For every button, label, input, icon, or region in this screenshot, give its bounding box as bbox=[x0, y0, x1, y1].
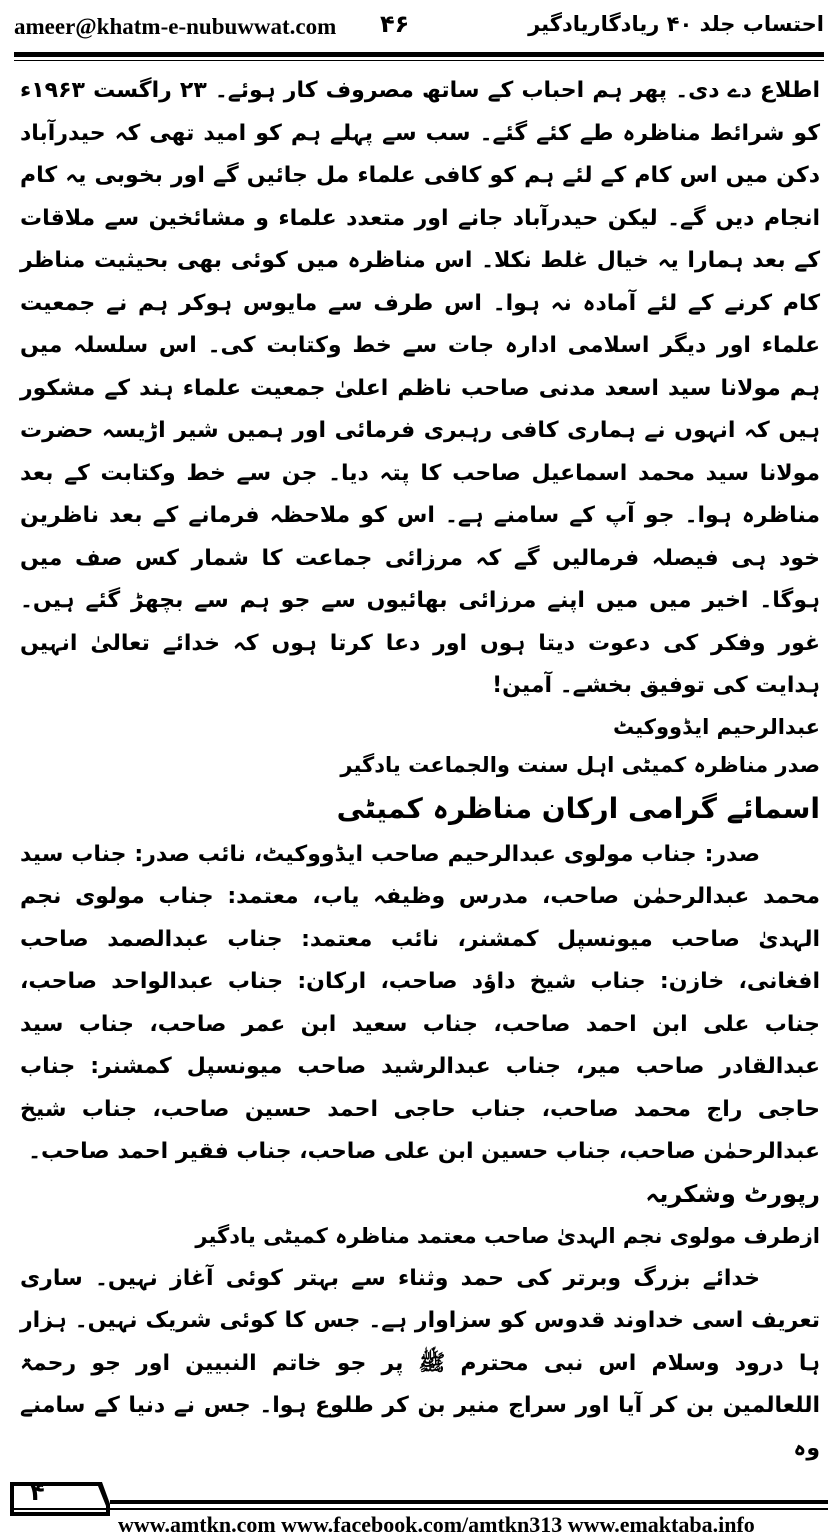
page-body bbox=[20, 70, 820, 1470]
footer-tab-shape bbox=[10, 1482, 110, 1516]
footer-volume-number: ۴ bbox=[30, 1478, 45, 1506]
footer-rule-thick bbox=[110, 1500, 828, 1504]
members-paragraph: صدر: جناب مولوی عبدالرحیم صاحب ایڈووکیٹ، نائب صدر: جناب سید محمد عبدالرحمٰن صاحب، مدرس وظیفہ یاب، معتمد: جناب مولوی نجم الہدیٰ صاحب میونسپل کمشنر، نائب معتمد: جناب عبدالصمد صاحب افغانی، خازن: جناب شیخ داؤد صاحب، ارکان: جناب عبدالواحد صاحب، جناب علی ابن احمد صاحب، جناب سعید ابن عمر صاحب، جناب سید عبدالقادر صاحب میر، جناب عبدالرشید صاحب میونسپل کمشنر: جناب حاجی راج محمد صاحب، جناب حاجی احمد حسین صاحب، جناب شیخ عبدالرحمٰن صاحب، جناب حسین ابن علی صاحب، جناب فقیر احمد صاحب۔ bbox=[20, 841, 820, 1164]
intro-paragraph: اطلاع دے دی۔ پھر ہم احباب کے ساتھ مصروف کار ہوئے۔ ۲۳ راگست ۱۹۶۳ء کو شرائط مناظرہ طے کئے گئے۔ سب سے پہلے ہم کو امید تھی کہ حیدرآباد دکن میں اس کام کے لئے ہم کو کافی علماء مل جائیں گے اور بخوبی یہ کام انجام دیں گے۔ لیکن حیدرآباد جانے اور متعدد علماء و مشائخین سے ملاقات کے بعد ہمارا یہ خیال غلط نکلا۔ اس مناظرہ میں کوئی بھی بحیثیت مناظر کام کرنے کے لئے آمادہ نہ ہوا۔ اس طرف سے مایوس ہوکر ہم نے جمعیت علماء اور دیگر اسلامی ادارہ جات سے خط وکتابت کی۔ اس سلسلہ میں ہم مولانا سید اسعد مدنی صاحب ناظم اعلیٰ جمعیت علماء ہند کے مشکور ہیں کہ انہوں نے ہماری کافی رہبری فرمائی اور ہمیں شیر اڑیسہ حضرت مولانا سید محمد اسماعیل صاحب کا پتہ دیا۔ جن سے خط وکتابت کے بعد مناظرہ ہوا۔ جو آپ کے سامنے ہے۔ اس کو ملاحظہ فرمانے کے بعد ناظرین خود ہی فیصلہ فرمالیں گے کہ مرزائی جماعت کا شمار کس صف میں ہوگا۔ اخیر میں میں اپنے مرزائی بھائیوں سے جو ہم سے بچھڑ گئے ہیں۔ غور وفکر کی دعوت دیتا ہوں اور دعا کرتا ہوں کہ خدائے تعالیٰ انہیں ہدایت کی توفیق بخشے۔ آمین! bbox=[20, 78, 820, 698]
footer-website-links: www.amtkn.com www.facebook.com/amtkn313 www.emaktaba.info bbox=[118, 1512, 755, 1537]
members-heading: اسمائے گرامی ارکان مناظرہ کمیٹی bbox=[336, 791, 820, 825]
header-book-title: احتساب جلد ۴۰ ریادگاریادگیر bbox=[528, 12, 824, 36]
header-email: ameer@khatm-e-nubuwwat.com bbox=[14, 14, 337, 39]
footer-rule-thin bbox=[10, 1508, 828, 1510]
signature-name: عبدالرحیم ایڈووکیٹ bbox=[612, 714, 820, 739]
header-rule-thin bbox=[14, 60, 824, 61]
header-rule-thick bbox=[14, 52, 824, 57]
header-page-number: ۴۶ bbox=[380, 10, 410, 38]
page-footer bbox=[0, 1478, 840, 1540]
report-paragraph: خدائے بزرگ وبرتر کی حمد وثناء سے بہتر کوئی آغاز نہیں۔ ساری تعریف اسی خداوند قدوس کو سزاوار ہے۔ جس کا کوئی شریک نہیں۔ ہزار ہا درود وسلام اس نبی محترم ﷺ پر جو خاتم النبیین اور جو رحمۃ اللعالمین بن کر آیا اور سراج منیر بن کر طلوع ہوا۔ جس نے دنیا کے سامنے وہ bbox=[20, 1265, 820, 1461]
page-header bbox=[0, 0, 840, 64]
signature-title: صدر مناظرہ کمیٹی اہل سنت والجماعت یادگیر bbox=[340, 752, 820, 777]
report-heading: رپورٹ وشکریہ bbox=[645, 1179, 820, 1208]
report-from-line: ازطرف مولوی نجم الہدیٰ صاحب معتمد مناظرہ کمیٹی یادگیر bbox=[195, 1223, 820, 1248]
